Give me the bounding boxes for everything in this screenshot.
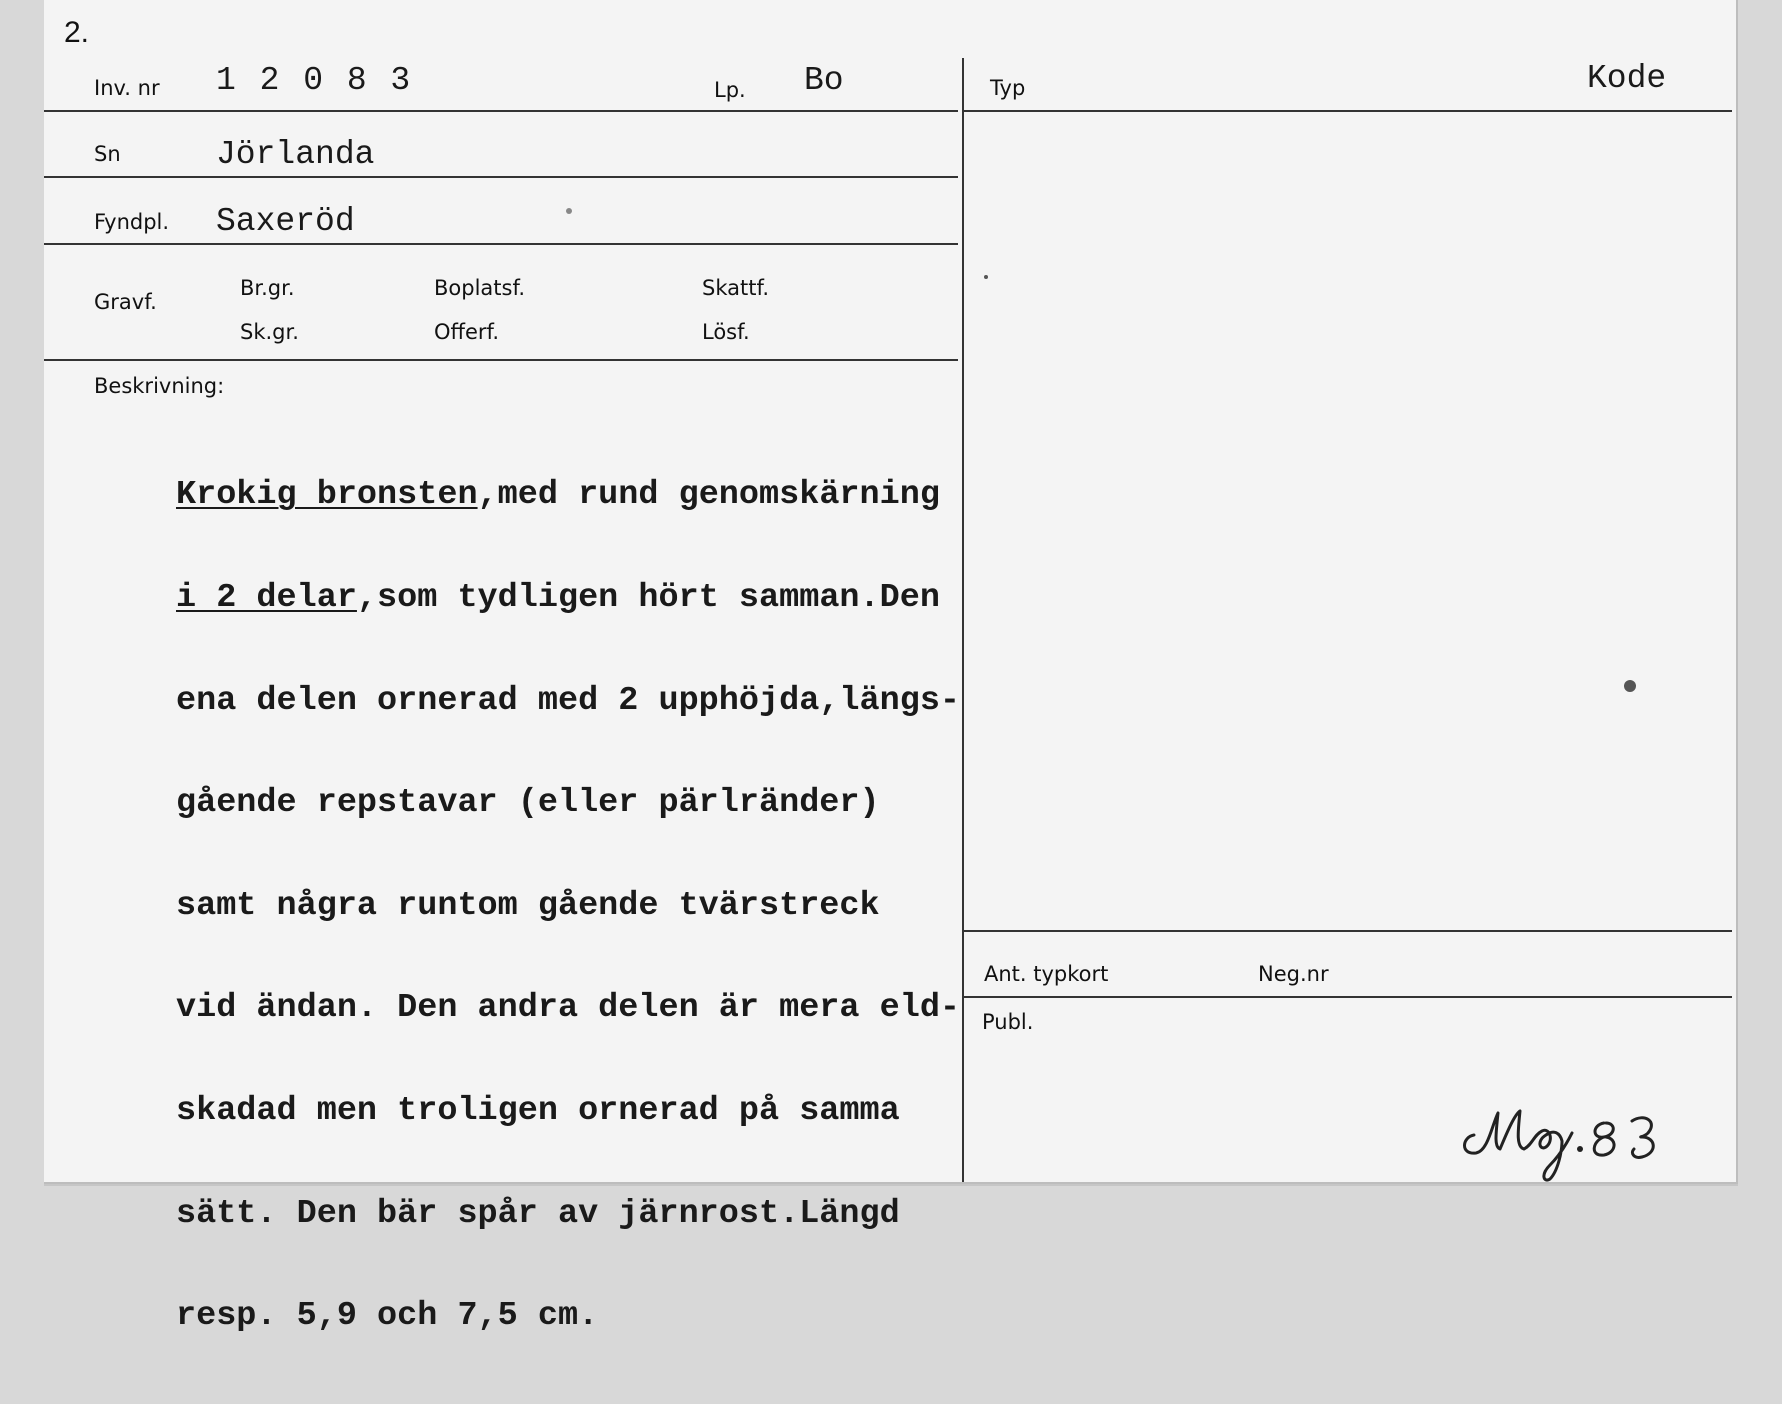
inv-nr-value: 1 2 0 8 3 (216, 62, 413, 99)
divider (964, 996, 1732, 998)
beskrivning-label: Beskrivning: (94, 374, 225, 398)
kode-label: Kode (1587, 60, 1667, 97)
neg-nr-label: Neg.nr (1258, 962, 1329, 986)
description-line: ena delen ornerad med 2 upphöjda,längs- (176, 681, 961, 720)
gravf-label: Gravf. (94, 290, 157, 314)
losf-label: Lösf. (702, 320, 750, 344)
skgr-label: Sk.gr. (240, 320, 299, 344)
boplatsf-label: Boplatsf. (434, 276, 526, 300)
offerf-label: Offerf. (434, 320, 500, 344)
brgr-label: Br.gr. (240, 276, 295, 300)
description-line: sätt. Den bär spår av järnrost.Längd (176, 1194, 900, 1233)
description-text (176, 410, 960, 1402)
divider (964, 930, 1732, 932)
handwritten-signature (1454, 1075, 1754, 1185)
lp-value: Bo (804, 62, 844, 99)
speck (984, 275, 988, 279)
inv-nr-label: Inv. nr (94, 76, 160, 100)
description-line: skadad men troligen ornerad på samma (176, 1091, 900, 1130)
typ-label: Typ (990, 76, 1026, 100)
lp-label: Lp. (714, 78, 746, 102)
skattf-label: Skattf. (702, 276, 769, 300)
column-divider (962, 58, 964, 1182)
publ-label: Publ. (982, 1010, 1034, 1034)
divider (44, 243, 958, 245)
description-line: vid ändan. Den andra delen är mera eld- (176, 989, 961, 1028)
speck (1624, 680, 1636, 692)
divider (44, 110, 958, 112)
card-number: 2. (64, 16, 90, 49)
divider (44, 176, 958, 178)
description-line: gående repstavar (eller pärlränder) (176, 784, 880, 823)
sn-label: Sn (94, 142, 121, 166)
description-line: resp. 5,9 och 7,5 cm. (176, 1297, 599, 1336)
speck (566, 208, 572, 214)
catalog-card (44, 0, 1738, 1336)
fyndpl-value: Saxeröd (216, 203, 355, 240)
divider (44, 359, 958, 361)
divider (964, 110, 1732, 112)
fyndpl-label: Fyndpl. (94, 210, 170, 234)
description-line: i 2 delar,som tydligen hört samman.Den (176, 579, 940, 617)
sn-value: Jörlanda (216, 136, 375, 173)
ant-typkort-label: Ant. typkort (984, 962, 1109, 986)
description-line: samt några runtom gående tvärstreck (176, 886, 880, 925)
description-line: Krokig bronsten,med rund genomskärning (176, 476, 940, 515)
